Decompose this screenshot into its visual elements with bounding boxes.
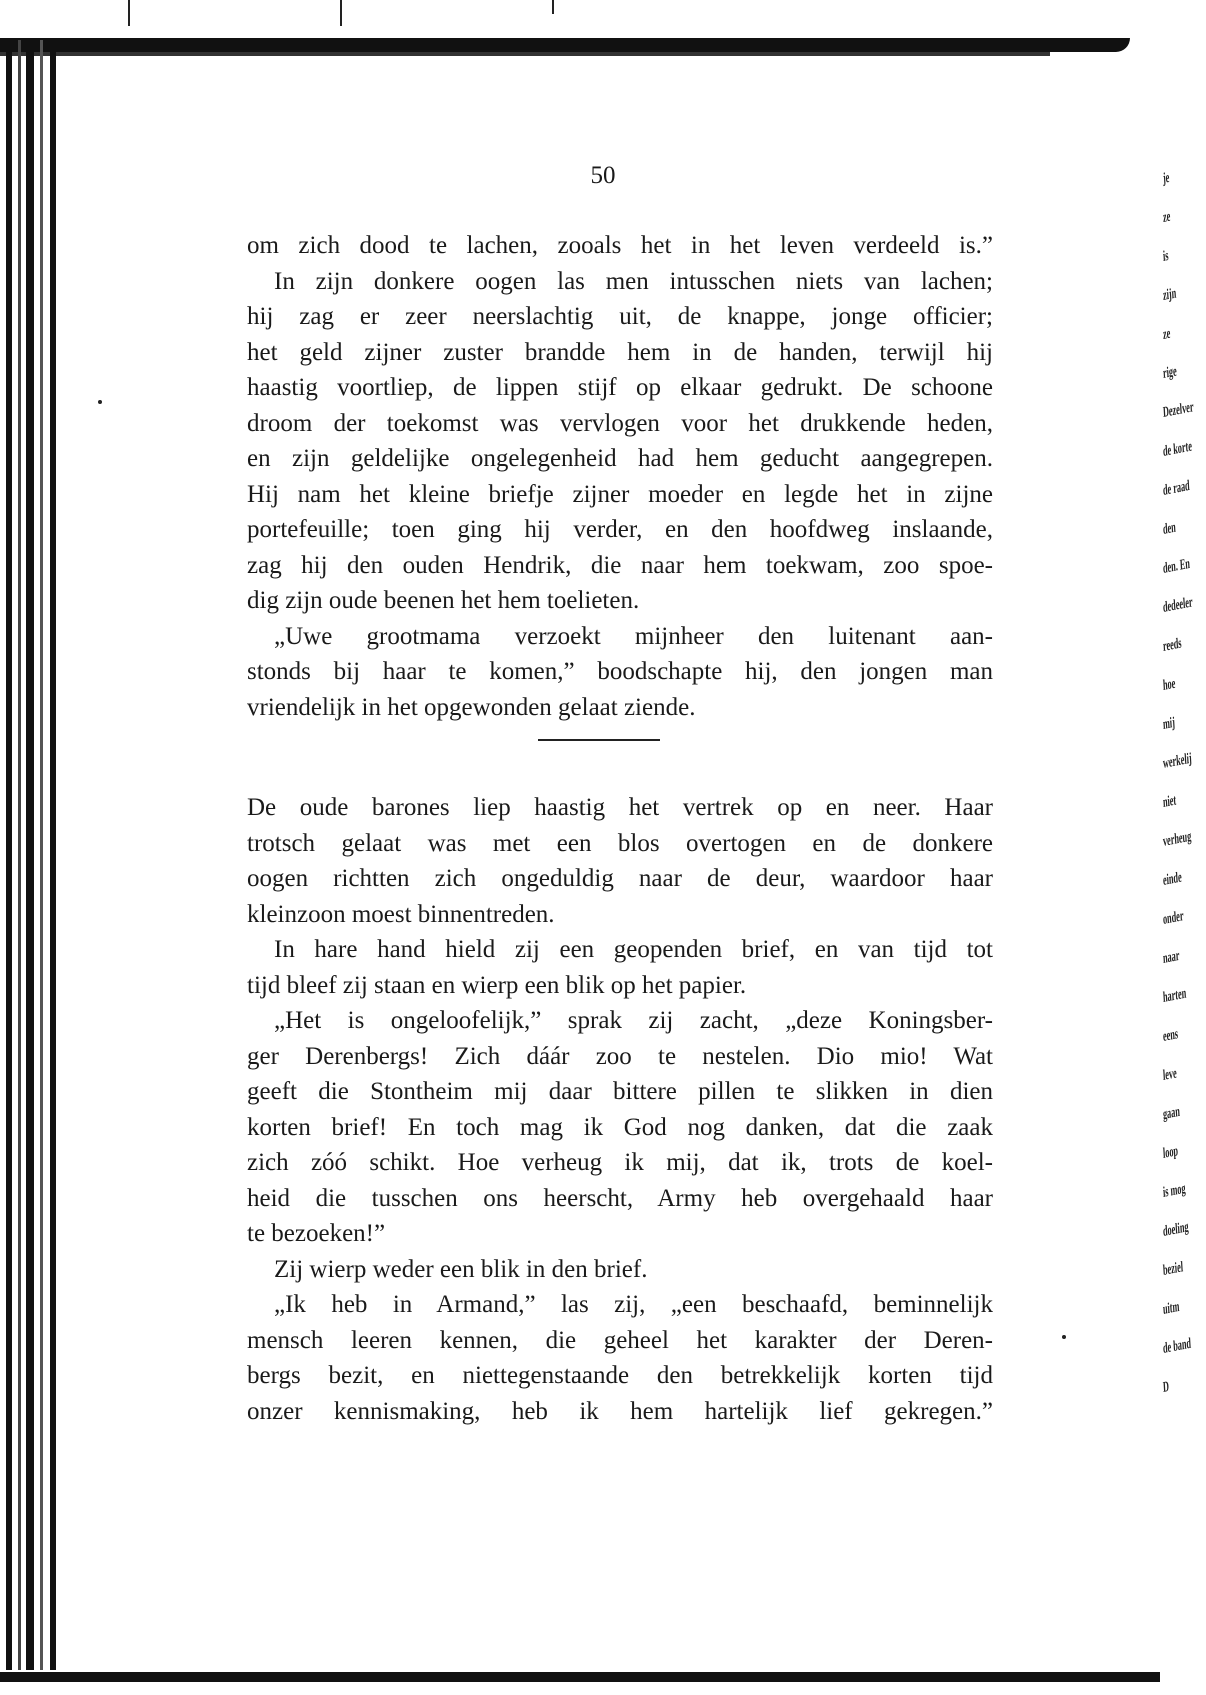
section-divider — [538, 739, 660, 741]
text-line: geeft die Stontheim mij daar bittere pillen te slikken in dien — [247, 1078, 993, 1105]
scan-speck — [98, 400, 102, 404]
book-binding-edge — [0, 40, 62, 1670]
scan-bottom-edge — [0, 1672, 1160, 1682]
text-line: heid die tusschen ons heerscht, Army heb overgehaald haar — [247, 1184, 993, 1212]
adjacent-page-fragment: gaan — [1162, 1103, 1181, 1123]
adjacent-page-fragment: rige — [1162, 363, 1178, 382]
text-line: stonds bij haar te komen,” boodschapte hij, den jongen man — [247, 658, 993, 685]
adjacent-page-fragment: je — [1162, 169, 1170, 187]
text-line: zich zóó schikt. Hoe verheug ik mij, dat ik, trots de koel- — [247, 1149, 993, 1176]
adjacent-page-fragment: beziel — [1162, 1259, 1184, 1279]
adjacent-page-fragment: naar — [1162, 947, 1180, 967]
scan-top-edge — [0, 38, 1130, 52]
text-line: hij zag er zeer neerslachtig uit, de knappe, jonge officier; — [247, 303, 993, 330]
text-line: De oude barones liep haastig het vertrek op en neer. Haar — [247, 794, 993, 821]
text-line: „Uwe grootmama verzoekt mijnheer den luitenant aan- — [274, 622, 993, 650]
adjacent-page-fragment: den — [1162, 519, 1177, 538]
text-line: onzer kennismaking, heb ik hem hartelijk lief gekregen.” — [247, 1397, 993, 1425]
adjacent-page-fragment: D — [1162, 1378, 1170, 1396]
adjacent-page-fragment: zijn — [1162, 285, 1177, 304]
adjacent-page-fragment: Dezelver — [1162, 399, 1194, 421]
text-line: trotsch gelaat was met een blos overtogen en de donkere — [247, 829, 993, 857]
adjacent-page-fragment: ze — [1162, 208, 1171, 226]
text-line: om zich dood te lachen, zooals het in het leven verdeeld is.” — [247, 232, 993, 259]
scan-mark — [340, 0, 342, 26]
text-line: portefeuille; toen ging hij verder, en den hoofdweg inslaande, — [247, 516, 993, 543]
adjacent-page-margin — [1163, 160, 1206, 1408]
adjacent-page-fragment: de raad — [1162, 477, 1191, 499]
text-line: bergs bezit, en niettegenstaande den betrekkelijk korten tijd — [247, 1362, 993, 1389]
adjacent-page-fragment: is — [1162, 247, 1169, 265]
scan-speck — [1062, 1335, 1066, 1339]
adjacent-page-fragment: reeds — [1162, 635, 1182, 655]
text-line: dig zijn oude beenen het hem toelieten. — [247, 587, 640, 614]
text-line: te bezoeken!” — [247, 1220, 386, 1247]
scan-mark — [552, 0, 554, 14]
text-line: ger Derenbergs! Zich dáár zoo te nestelen. Dio mio! Wat — [247, 1042, 993, 1070]
adjacent-page-fragment: einde — [1162, 869, 1183, 889]
text-line: kleinzoon moest binnentreden. — [247, 900, 555, 928]
text-line: zag hij den ouden Hendrik, die naar hem toekwam, zoo spoe- — [247, 551, 993, 579]
adjacent-page-fragment: werkelij — [1162, 750, 1193, 772]
adjacent-page-fragment: is mog — [1162, 1180, 1186, 1201]
text-line: het geld zijner zuster brandde hem in de handen, terwijl hij — [247, 338, 993, 366]
adjacent-page-fragment: mij — [1162, 714, 1176, 733]
adjacent-page-fragment: de band — [1162, 1335, 1192, 1357]
text-line: vriendelijk in het opgewonden gelaat ziende. — [247, 693, 696, 721]
adjacent-page-fragment: dedeeler — [1162, 594, 1194, 616]
text-line: In zijn donkere oogen las men intusschen niets van lachen; — [274, 267, 993, 295]
scan-mark — [128, 0, 130, 26]
adjacent-page-fragment: ze — [1162, 325, 1171, 343]
adjacent-page-fragment: loop — [1162, 1143, 1179, 1162]
text-line: Hij nam het kleine briefje zijner moeder en legde het in zijne — [247, 480, 993, 508]
text-line: droom der toekomst was vervlogen voor het drukkende heden, — [247, 409, 993, 437]
adjacent-page-fragment: doeling — [1162, 1219, 1189, 1240]
adjacent-page-fragment: uitm — [1162, 1298, 1180, 1318]
adjacent-page-fragment: leve — [1162, 1065, 1178, 1084]
text-section-1 — [247, 228, 993, 725]
text-line: mensch leeren kennen, die geheel het karakter der Deren- — [247, 1326, 993, 1354]
adjacent-page-fragment: niet — [1162, 792, 1177, 811]
text-section-2 — [247, 790, 993, 1429]
adjacent-page-fragment: eens — [1162, 1026, 1179, 1045]
text-line: „Ik heb in Armand,” las zij, „een beschaafd, beminnelijk — [274, 1291, 993, 1318]
text-line: „Het is ongeloofelijk,” sprak zij zacht, „deze Koningsber- — [274, 1007, 993, 1034]
text-line: korten brief! En toch mag ik God nog danken, dat die zaak — [247, 1113, 993, 1141]
text-line: en zijn geldelijke ongelegenheid had hem geducht aangegrepen. — [247, 445, 993, 472]
text-line: tijd bleef zij staan en wierp een blik op het papier. — [247, 971, 747, 999]
adjacent-page-fragment: den. En — [1162, 555, 1191, 577]
adjacent-page-fragment: onder — [1162, 908, 1184, 928]
text-line: In hare hand hield zij een geopenden brief, en van tijd tot — [274, 936, 993, 963]
text-line: Zij wierp weder een blik in den brief. — [274, 1255, 648, 1283]
adjacent-page-fragment: harten — [1162, 985, 1187, 1006]
scan-top-edge-shadow — [0, 52, 1050, 56]
text-line: haastig voortliep, de lippen stijf op elkaar gedrukt. De schoone — [247, 374, 993, 401]
adjacent-page-fragment: verheug — [1162, 828, 1192, 850]
adjacent-page-fragment: hoe — [1162, 675, 1176, 694]
adjacent-page-fragment: de korte — [1162, 438, 1193, 460]
page-number: 50 — [590, 162, 616, 189]
text-line: oogen richtten zich ongeduldig naar de deur, waardoor haar — [247, 865, 993, 892]
